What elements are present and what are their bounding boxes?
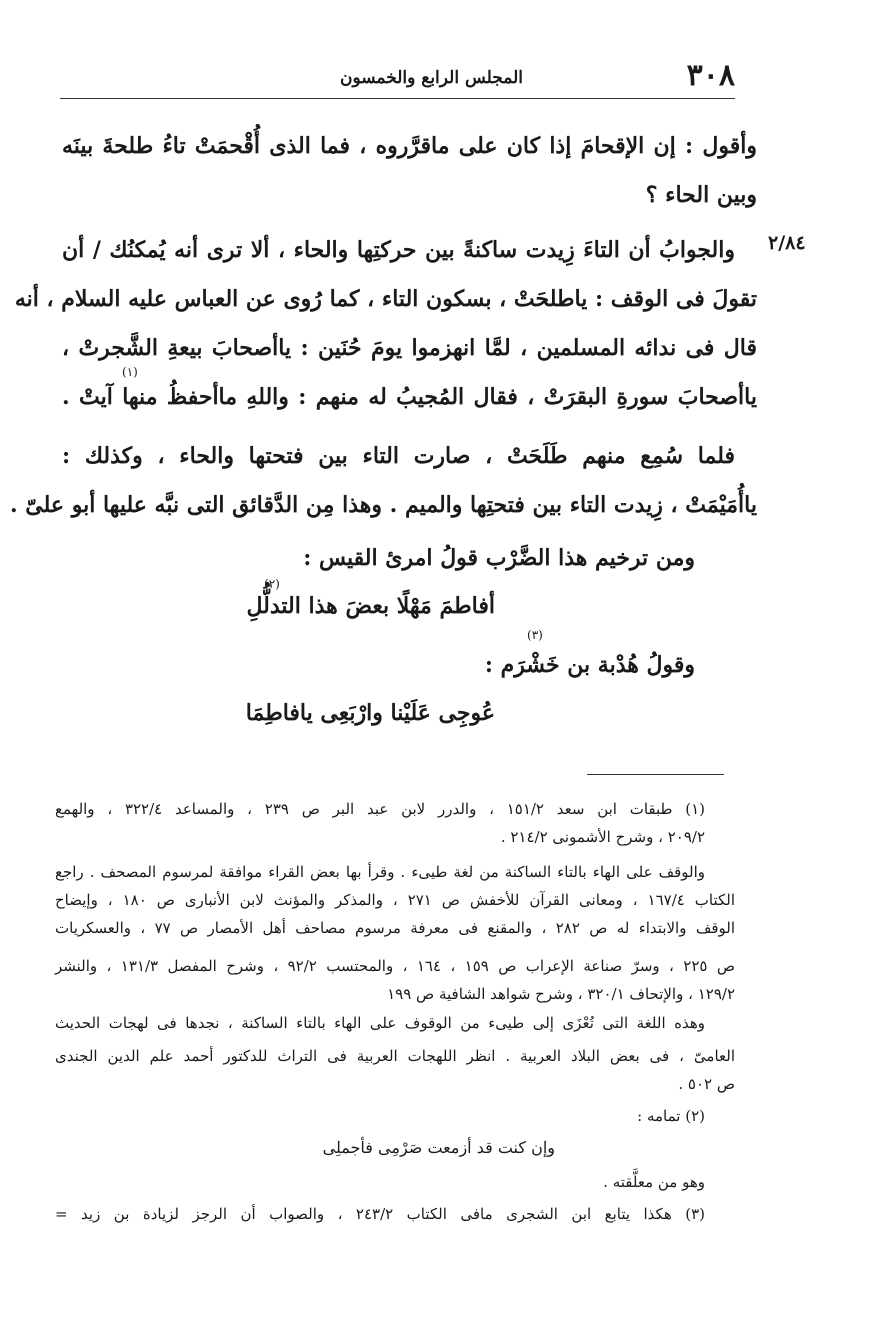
footnote-line: (١) طبقات ابن سعد ١٥١/٢ ، والدرر لابن عبد البر ص ٢٣٩ ، والمساعد ٣٢٢/٤ ، والهمع xyxy=(55,800,706,818)
body-line: تقولَ فى الوقف : ياطلحَتْ ، بسكون التاء ، كما رُوى عن العباس عليه السلام ، أنه xyxy=(14,286,757,312)
footnote-marker: (١) xyxy=(122,365,138,379)
body-line: والجوابُ أن التاءَ زِيدت ساكنةً بين حركتِها والحاء ، ألا ترى أنه يُمكنُك / أن xyxy=(62,237,735,263)
body-line: فلما سُمِع منهم طَلَحَتْ ، صارت التاء بين فتحتها والحاء ، وكذلك : xyxy=(62,443,735,469)
body-line: ياأُمَيْمَتْ ، زِيدت التاء بين فتحتِها والميم . وهذا مِن الدَّقائق التى نبَّه عليها أبو علىّ . xyxy=(9,492,757,518)
running-title: المجلس الرابع والخمسون xyxy=(340,68,523,88)
body-line: ومن ترخيم هذا الضَّرْب قولُ امرئ القيس : xyxy=(303,545,695,571)
footnote-line: وهو من معلَّقته . xyxy=(603,1173,705,1191)
header-rule xyxy=(60,98,735,99)
body-line: وبين الحاء ؟ xyxy=(645,182,757,208)
footnote-separator xyxy=(587,774,724,775)
footnote-line: العامىّ ، فى بعض البلاد العربية . انظر اللهجات العربية فى التراث للدكتور أحمد علم الدين الجندى xyxy=(55,1047,735,1065)
footnote-marker: (٢) xyxy=(264,577,280,591)
verse-line: أفاطمَ مَهْلًا بعضَ هذا التدلُّلِ xyxy=(246,593,495,619)
margin-reference: ٢/٨٤ xyxy=(768,232,806,254)
footnote-marker: (٣) xyxy=(527,628,543,642)
body-line: ياأصحابَ سورةِ البقرَتْ ، فقال المُجيبُ له منهم : واللهِ ماأحفظُ منها آيتْ . xyxy=(62,384,757,410)
body-line: وأقول : إن الإقحامَ إذا كان على ماقرَّروه ، فما الذى أُقْحمَتْ تاءُ طلحةَ بينَه xyxy=(62,133,757,159)
footnote-line: ص ٢٢٥ ، وسرّ صناعة الإعراب ص ١٥٩ ، ١٦٤ ، والمحتسب ٩٢/٢ ، وشرح المفصل ١٣١/٣ ، والنشر xyxy=(55,957,735,975)
footnote-line: (٣) هكذا يتابع ابن الشجرى مافى الكتاب ٢٤٣/٢ ، والصواب أن الرجز لزيادة بن زيد = xyxy=(55,1205,705,1223)
footnote-line: الكتاب ١٦٧/٤ ، ومعانى القرآن للأخفش ص ٢٧١ ، والمذكر والمؤنث لابن الأنبارى ص ١٨٠ ، وإيضاح xyxy=(55,891,735,909)
footnote-line: ٢٠٩/٢ ، وشرح الأشمونى ٢١٤/٢ . xyxy=(500,828,705,846)
footnote-line: ص ٥٠٢ . xyxy=(678,1075,735,1093)
page-number: ٣٠٨ xyxy=(686,58,735,93)
body-line: وقولُ هُدْبة بن خَشْرَم : xyxy=(484,652,695,678)
body-line: قال فى ندائه المسلمين ، لمَّا انهزموا يومَ حُنَين : ياأصحابَ بيعةِ الشَّجرتْ ، xyxy=(62,335,757,361)
footnote-line: الوقف والابتداء له ص ٢٨٢ ، والمقنع فى معرفة مرسوم مصاحف أهل الأمصار ص ٧٧ ، والعسكريات xyxy=(55,919,736,937)
verse-line: عُوجِى عَلَيْنا وارْبَعِى يافاطِمَا xyxy=(245,700,495,726)
footnote-line: وهذه اللغة التى تُعْزَى إلى طيىء من الوقوف على الهاء بالتاء الساكنة ، نجدها فى لهجات الحديث xyxy=(55,1014,705,1032)
footnote-verse: وإن كنت قد أزمعت صَرْمِى فأجملِى xyxy=(322,1138,555,1157)
footnote-line: (٢) تمامه : xyxy=(637,1107,705,1125)
footnote-line: ١٢٩/٢ ، والإتحاف ٣٢٠/١ ، وشرح شواهد الشافية ص ١٩٩ xyxy=(387,985,735,1003)
footnote-line: والوقف على الهاء بالتاء الساكنة من لغة طيىء . وقرأ بها بعض القراء موافقة لمرسوم المصحف . راجع xyxy=(55,863,705,881)
